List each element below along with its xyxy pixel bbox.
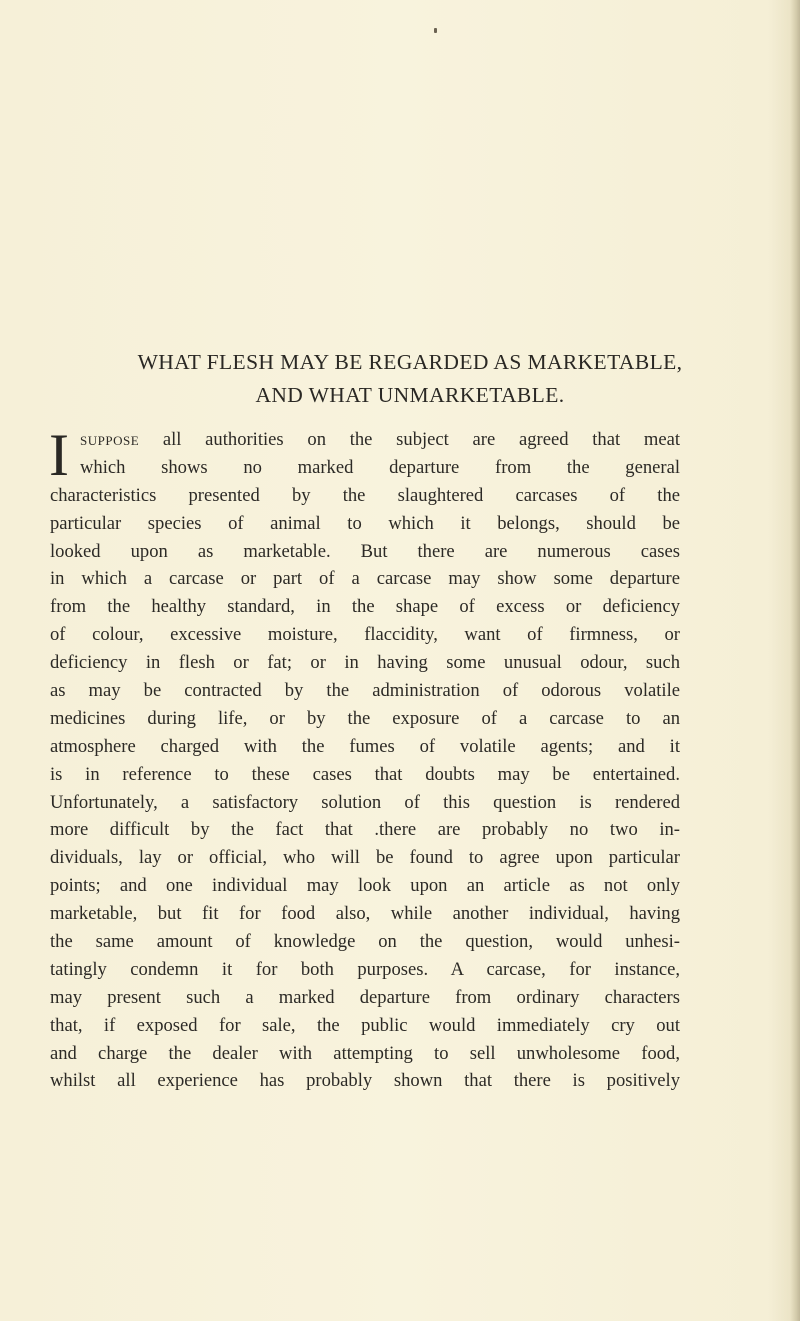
body-line: in which a carcase or part of a carcase may show some departure [50, 568, 680, 590]
body-line: tatingly condemn it for both purposes. A carcase, for instance, [50, 958, 680, 980]
chapter-title-line-1: WHAT FLESH MAY BE REGARDED AS MARKETABLE, [137, 350, 683, 374]
body-line: more difficult by the fact that .there are probably no two in- [50, 819, 680, 841]
body-line: which shows no marked departure from the general [80, 456, 680, 478]
body-line: medicines during life, or by the exposure of a carcase to an [50, 707, 680, 729]
body-line: of colour, excessive moisture, flaccidity, want of firmness, or [50, 624, 680, 646]
body-line: whilst all experience has probably shown that there is positively [50, 1070, 680, 1092]
body-line: deficiency in flesh or fat; or in having some unusual odour, such [50, 652, 680, 674]
body-line: that, if exposed for sale, the public would immediately cry out [50, 1014, 680, 1036]
body-line: as may be contracted by the administration of odorous volatile [50, 680, 680, 702]
body-line: atmosphere charged with the fumes of volatile agents; and it [50, 735, 680, 757]
drop-cap: I [49, 422, 69, 488]
body-line: particular species of animal to which it belongs, should be [50, 512, 680, 534]
body-line: is in reference to these cases that doubts may be entertained. [50, 763, 680, 785]
page-binding-edge [790, 0, 800, 1321]
opening-small-caps: suppose [80, 429, 140, 450]
body-line: looked upon as marketable. But there are numerous cases [50, 540, 680, 562]
body-line [50, 426, 680, 454]
body-text [49, 422, 680, 1095]
body-line: and charge the dealer with attempting to sell unwholesome food, [50, 1042, 680, 1064]
body-line: may present such a marked departure from ordinary characters [50, 986, 680, 1008]
chapter-title-line-2: AND WHAT UNMARKETABLE. [255, 383, 565, 407]
body-line: marketable, but fit for food also, while another individual, having [50, 903, 680, 925]
chapter-title [60, 346, 760, 412]
ink-speck [434, 28, 437, 33]
body-line: Unfortunately, a satisfactory solution of this question is rendered [50, 791, 680, 813]
body-line: characteristics presented by the slaughtered carcases of the [50, 484, 680, 506]
body-line-text: all authorities on the subject are agreed that meat [139, 429, 680, 450]
body-line: from the healthy standard, in the shape of excess or deficiency [50, 596, 680, 618]
body-line: points; and one individual may look upon an article as not only [50, 875, 680, 897]
body-line: the same amount of knowledge on the question, would unhesi- [50, 931, 680, 953]
body-line: dividuals, lay or official, who will be found to agree upon particular [50, 847, 680, 869]
